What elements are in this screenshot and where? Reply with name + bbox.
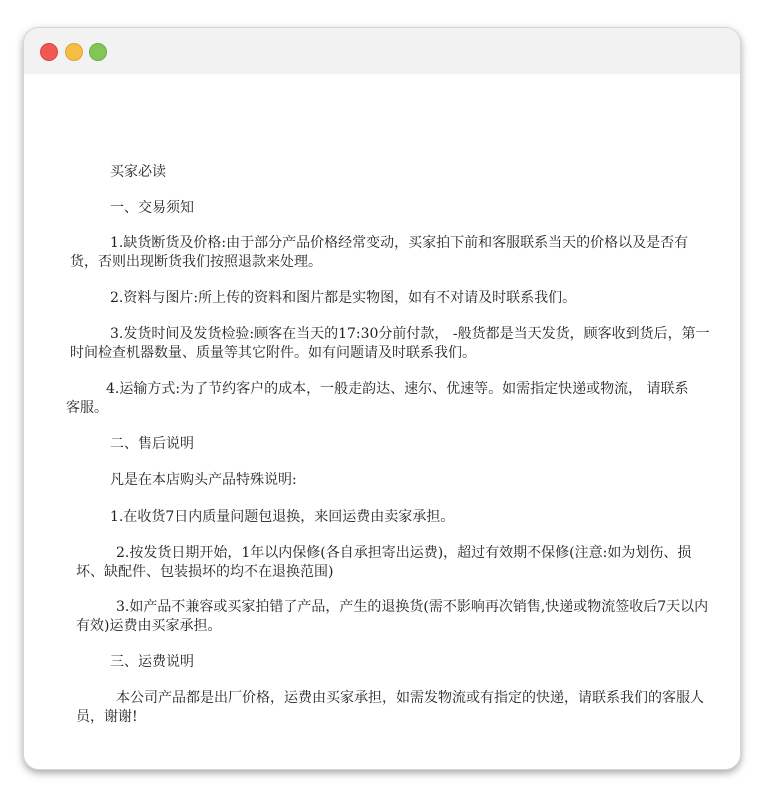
trade-item-3: 3.发货时间及发货检验:顾客在当天的17:30分前付款， -般货都是当天发货，顾客收到货后，第一时间检查机器数量、质量等其它附件。如有问题请及时联系我们。 — [70, 326, 710, 361]
aftersale-item-3: 3.如产品不兼容或买家拍错了产品，产生的退换货(需不影响再次销售,快递或物流签收后7天以内有效)运费由买家承担。 — [76, 599, 709, 634]
section-heading-aftersale: 二、售后说明 — [110, 436, 194, 452]
aftersale-item-1: 1.在收货7日内质量问题包退换，来回运费由卖家承担。 — [110, 509, 455, 525]
aftersale-intro: 凡是在本店购头产品特殊说明: — [110, 472, 297, 488]
notice-title: 买家必读 — [110, 164, 166, 180]
aftersale-item-2: 2.按发货日期开始，1年以内保修(各自承担寄出运费)，超过有效期不保修(注意:如为划伤、损坏、缺配件、包装损坏的均不在退换范围) — [76, 545, 692, 580]
trade-item-2: 2.资料与图片:所上传的资料和图片都是实物图，如有不对请及时联系我们。 — [110, 290, 577, 306]
maximize-window-button[interactable] — [89, 43, 107, 61]
notice-content — [24, 74, 740, 769]
section-heading-shipping: 三、运费说明 — [110, 654, 194, 670]
trade-item-1: 1.缺货断货及价格:由于部分产品价格经常变动，买家拍下前和客服联系当天的价格以及是否有货，否则出现断货我们按照退款来处理。 — [70, 235, 689, 270]
trade-item-4: 4.运输方式:为了节约客户的成本，一般走韵达、速尔、优速等。如需指定快递或物流， 请联系客服。 — [66, 381, 689, 416]
section-heading-trade: 一、交易须知 — [110, 200, 194, 216]
window-titlebar — [24, 28, 740, 74]
close-window-button[interactable] — [40, 43, 58, 61]
browser-window — [23, 27, 741, 770]
shipping-body: 本公司产品都是出厂价格，运费由买家承担，如需发物流或有指定的快递，请联系我们的客服人员，谢谢! — [76, 690, 704, 725]
minimize-window-button[interactable] — [65, 43, 83, 61]
